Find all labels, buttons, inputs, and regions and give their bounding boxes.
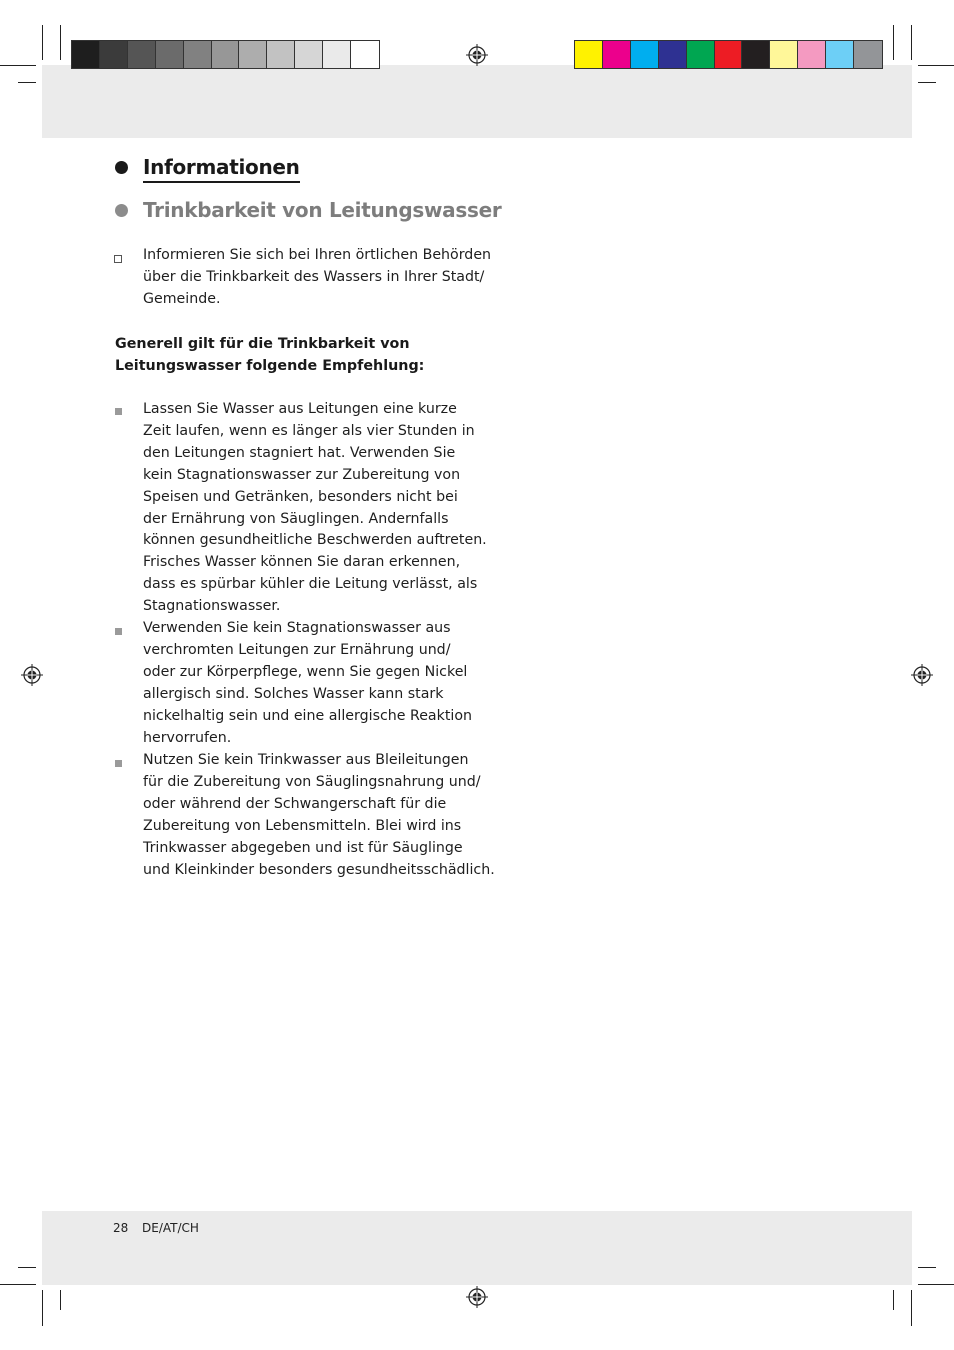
grayscale-swatch <box>267 41 295 68</box>
text-line: Leitungswasser folgende Empfehlung: <box>115 358 425 374</box>
registration-mark-icon <box>911 664 933 686</box>
color-swatch <box>715 41 743 68</box>
color-swatch <box>742 41 770 68</box>
intro-paragraph <box>143 245 492 311</box>
grayscale-swatch <box>351 41 379 68</box>
text-line: verchromten Leitungen zur Ernährung und/ <box>143 641 451 658</box>
section-heading-informationen <box>143 155 300 179</box>
text-line: Lassen Sie Wasser aus Leitungen eine kurze <box>143 401 457 417</box>
grayscale-swatch <box>239 41 267 68</box>
grayscale-swatch <box>212 41 240 68</box>
text-line: oder während der Schwangerschaft für die <box>143 795 447 812</box>
list-bullet-icon <box>115 760 122 767</box>
list-item <box>143 399 487 618</box>
color-swatch <box>603 41 631 68</box>
color-swatch <box>687 41 715 68</box>
text-line: nickelhaltig sein und eine allergische Reaktion <box>143 707 473 724</box>
color-swatch <box>798 41 826 68</box>
grayscale-calibration-bar <box>71 40 380 69</box>
text-line: oder zur Körperpflege, wenn Sie gegen Nickel <box>143 663 468 680</box>
text-line: und Kleinkinder besonders gesundheitsschädlich. <box>143 861 495 878</box>
grayscale-swatch <box>100 41 128 68</box>
checkbox-bullet-icon <box>114 255 122 263</box>
color-swatch <box>575 41 603 68</box>
list-bullet-icon <box>115 628 122 635</box>
text-line: dass es spürbar kühler die Leitung verlässt, als <box>143 576 478 593</box>
registration-mark-icon <box>21 664 43 686</box>
text-line: Stagnationswasser. <box>143 598 281 615</box>
text-line: kein Stagnationswasser zur Zubereitung von <box>143 466 461 483</box>
header-band <box>42 65 912 138</box>
list-bullet-icon <box>115 408 122 415</box>
text-line: Speisen und Getränken, besonders nicht bei <box>143 488 458 505</box>
text-line: über die Trinkbarkeit des Wassers in Ihrer Stadt/ <box>143 268 485 285</box>
page-number: 28 <box>113 1221 129 1235</box>
section-bullet-dot <box>115 161 128 174</box>
color-swatch <box>631 41 659 68</box>
text-line: Nutzen Sie kein Trinkwasser aus Bleileitungen <box>143 752 469 768</box>
heading-text: Informationen <box>143 155 300 179</box>
text-line: Verwenden Sie kein Stagnationswasser aus <box>143 620 451 636</box>
registration-mark-icon <box>466 1286 488 1308</box>
heading-underline <box>143 181 300 183</box>
list-item <box>143 750 495 881</box>
color-swatch <box>659 41 687 68</box>
grayscale-swatch <box>72 41 100 68</box>
grayscale-swatch <box>128 41 156 68</box>
text-line: Frisches Wasser können Sie daran erkennen, <box>143 554 461 571</box>
color-swatch <box>770 41 798 68</box>
registration-mark-icon <box>466 44 488 66</box>
grayscale-swatch <box>295 41 323 68</box>
subsection-heading-trinkbarkeit: Trinkbarkeit von Leitungswasser <box>143 198 502 222</box>
locale-label: DE/AT/CH <box>142 1221 199 1235</box>
color-swatch <box>854 41 882 68</box>
text-line: Zubereitung von Lebensmitteln. Blei wird ins <box>143 817 462 834</box>
text-line: den Leitungen stagniert hat. Verwenden Sie <box>143 444 456 461</box>
grayscale-swatch <box>184 41 212 68</box>
list-item <box>143 618 473 749</box>
subsection-bullet-dot <box>115 204 128 217</box>
color-calibration-bar <box>574 40 883 69</box>
text-line: Trinkwasser abgegeben und ist für Säuglinge <box>143 839 463 856</box>
text-line: allergisch sind. Solches Wasser kann stark <box>143 685 444 702</box>
grayscale-swatch <box>323 41 351 68</box>
text-line: können gesundheitliche Beschwerden auftreten. <box>143 532 487 549</box>
text-line: für die Zubereitung von Säuglingsnahrung und/ <box>143 773 481 790</box>
text-line: Zeit laufen, wenn es länger als vier Stunden in <box>143 422 475 439</box>
recommendation-heading <box>115 333 475 377</box>
text-line: Generell gilt für die Trinkbarkeit von <box>115 336 410 352</box>
color-swatch <box>826 41 854 68</box>
text-line: Informieren Sie sich bei Ihren örtlichen Behörden <box>143 247 492 263</box>
text-line: Gemeinde. <box>143 290 221 307</box>
text-line: hervorrufen. <box>143 729 232 746</box>
text-line: der Ernährung von Säuglingen. Andernfalls <box>143 510 449 527</box>
grayscale-swatch <box>156 41 184 68</box>
